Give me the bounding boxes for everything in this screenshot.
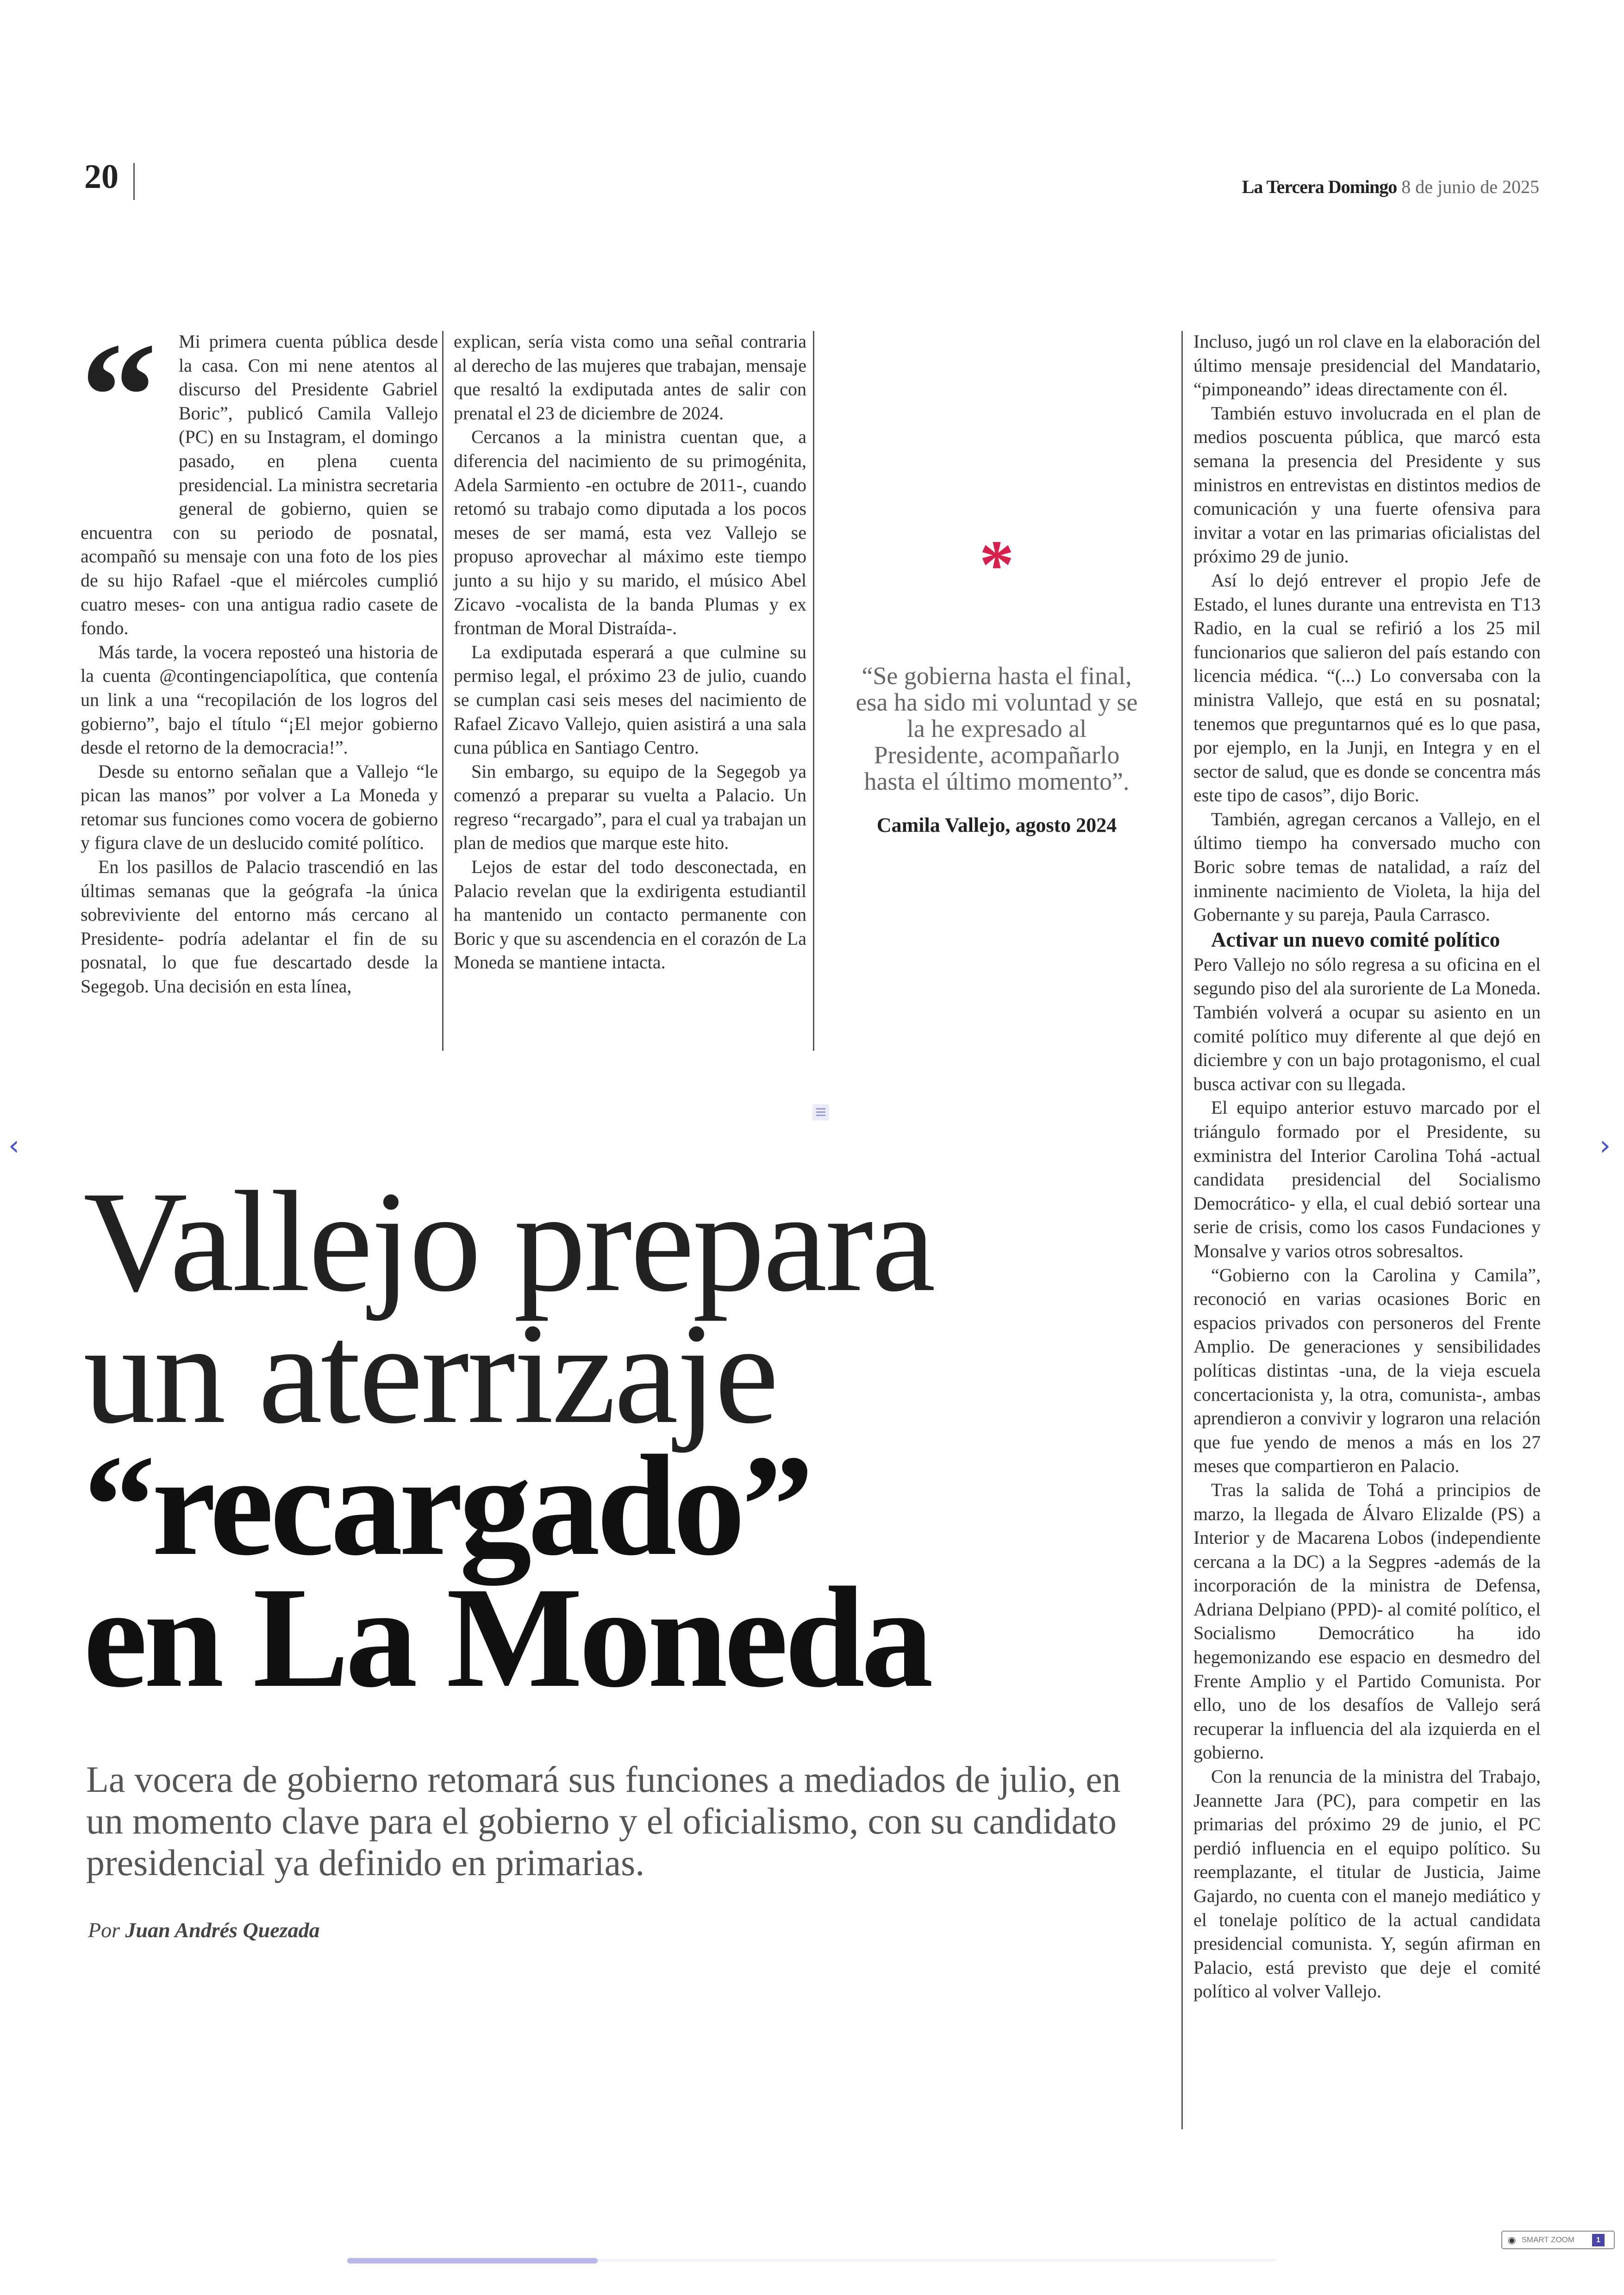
column-rule bbox=[813, 331, 814, 1051]
article-column-3 bbox=[1193, 330, 1541, 2003]
pull-quote-text: “Se gobierna hasta el final, esa ha sido mi voluntad y se la he expresado al Presidente, acompañarlo hasta el último momento”. bbox=[856, 662, 1138, 795]
paragraph: Tras la salida de Tohá a principios de marzo, la llegada de Álvaro Elizalde (PS) a Interior y de Macarena Lobos (independiente cercana a la DC) a la Segpres -además de la incorporación de la ministra de Defensa, Adriana Delpiano (PPD)- al comité político, el Socialismo Democrático ha ido hegemonizando ese espacio en desmedro del Frente Amplio y el Partido Comunista. Por ello, uno de los desafíos de Vallejo será recuperar la influencia del ala izquierda en el gobierno. bbox=[1193, 1479, 1541, 1763]
paragraph: Sin embargo, su equipo de la Segegob ya comenzó a preparar su vuelta a Palacio. Un regreso “recargado”, para el cual ya trabajan un plan de medios que marque este hito. bbox=[454, 761, 806, 854]
paragraph: Así lo dejó entrever el propio Jefe de Estado, el lunes durante una entrevista en T13 Radio, en la cual se refirió a los 25 mil funcionarios que salieron del país estando con licencia médica. “(...) Lo conversaba con la ministra Vallejo, que está en su posnatal; tenemos que preguntarnos qué es lo que pasa, por ejemplo, en la Junji, en Integra y en el sector de salud, que es donde se concentra más este tipo de casos”, dijo Boric. bbox=[1193, 569, 1541, 806]
paragraph: Mi primera cuenta pública desde la casa. Con mi nene atentos al discurso del Presidente Gabriel Boric”, publicó Camila Vallejo (PC) en su Instagram, el domingo pasado, en plena cuenta presidencial. La ministra secretaria general de gobierno, quien se encuentra con su periodo de posnatal, acompañó su mensaje con una foto de los pies de su hijo Rafael -que el miércoles cumplió cuatro meses- con una antigua radio casete de fondo. bbox=[81, 331, 438, 639]
publication-date: 8 de junio de 2025 bbox=[1401, 176, 1539, 197]
headline-line: “recargado” bbox=[83, 1426, 810, 1585]
paragraph: Pero Vallejo no sólo regresa a su oficina en el segundo piso del ala suroriente de La Moneda. También volverá a ocupar su asiento en un comité político muy diferente al que dejó en diciembre y con un bajo protagonismo, el cual busca activar con su llegada. bbox=[1193, 954, 1541, 1094]
headline-line: Vallejo prepara bbox=[83, 1162, 934, 1322]
pull-quote bbox=[850, 526, 1143, 837]
page-number-divider bbox=[133, 163, 135, 200]
headline bbox=[83, 1162, 934, 1717]
asterisk-icon: * bbox=[979, 526, 1014, 603]
reading-progress-fill[interactable] bbox=[347, 2258, 598, 2264]
open-quote-icon: “ bbox=[81, 312, 157, 480]
publication-name: La Tercera Domingo bbox=[1242, 176, 1397, 197]
smart-zoom-label: SMART ZOOM bbox=[1521, 2235, 1575, 2244]
masthead bbox=[1242, 176, 1539, 198]
column-rule bbox=[1181, 331, 1183, 2129]
article-column-2 bbox=[454, 330, 806, 974]
pull-quote-attribution: Camila Vallejo, agosto 2024 bbox=[876, 814, 1117, 836]
article-column-1 bbox=[81, 312, 438, 998]
paragraph: Más tarde, la vocera reposteó una historia de la cuenta @contingenciapolítica, que contenía un link a una “recopilación de los logros del gobierno”, bajo el título “¡El mejor gobierno desde el retorno de la democracia!”. bbox=[81, 641, 438, 758]
paragraph: Incluso, jugó un rol clave en la elaboración del último mensaje presidencial del Mandatario, “pimponeando” ideas directamente con él. bbox=[1193, 331, 1541, 400]
article-deck: La vocera de gobierno retomará sus funciones a mediados de julio, en un momento clave para el gobierno y el oficialismo, con su candidato presidencial ya definido en primarias. bbox=[86, 1759, 1121, 1883]
paragraph: En los pasillos de Palacio trascendió en las últimas semanas que la geógrafa -la única sobreviviente del entorno más cercano al Presidente- podría adelantar el fin de su posnatal, lo que fue descartado desde la Segegob. Una decisión en esta línea, bbox=[81, 856, 438, 997]
paragraph: explican, sería vista como una señal contraria al derecho de las mujeres que trabajan, mensaje que resaltó la exdiputada antes de salir con prenatal el 23 de diciembre de 2024. bbox=[454, 331, 806, 424]
section-subhead: Activar un nuevo comité político bbox=[1211, 928, 1500, 951]
eye-icon: ◉ bbox=[1508, 2235, 1516, 2245]
paragraph: Cercanos a la ministra cuentan que, a diferencia del nacimiento de su primogénita, Adela Sarmiento -en octubre de 2011-, cuando retomó su trabajo como diputada a los pocos meses de ser mamá, esta vez Vallejo se propuso aprovechar al máximo este tiempo junto a su hijo y su marido, el músico Abel Zicavo -vocalista de la banda Plumas y ex frontman de Moral Distraída-. bbox=[454, 426, 806, 639]
paragraph: También, agregan cercanos a Vallejo, en el último tiempo ha conversado mucho con Boric sobre temas de natalidad, a raíz del inminente nacimiento de Violeta, la hija del Gobernante y su pareja, Paula Carrasco. bbox=[1193, 808, 1541, 925]
paragraph: Desde su entorno señalan que a Vallejo “le pican las manos” por volver a La Moneda y retomar sus funciones como vocera de gobierno y figura clave de un deslucido comité político. bbox=[81, 761, 438, 854]
smart-zoom-count: 1 bbox=[1592, 2234, 1605, 2246]
chevron-right-icon[interactable]: › bbox=[1599, 1129, 1611, 1162]
chevron-left-icon[interactable]: ‹ bbox=[8, 1129, 19, 1162]
column-rule bbox=[442, 331, 443, 1051]
smart-zoom-button[interactable] bbox=[1501, 2231, 1615, 2249]
headline-line: en La Moneda bbox=[83, 1558, 930, 1717]
paragraph: Con la renuncia de la ministra del Trabajo, Jeannette Jara (PC), para competir en las primarias del próximo 29 de junio, el PC perdió influencia en el equipo político. Su reemplazante, el titular de Justicia, Jaime Gajardo, no cuenta con el manejo mediático y el tonelaje político de la actual candidata presidencial comunista. Y, según afirman en Palacio, está previsto que deje el comité político al volver Vallejo. bbox=[1193, 1766, 1541, 2002]
page-number: 20 bbox=[84, 158, 119, 196]
byline bbox=[88, 1918, 320, 1942]
paragraph: “Gobierno con la Carolina y Camila”, reconoció en varias ocasiones Boric en espacios privados con personeros del Frente Amplio. De generaciones y sensibilidades políticas distintas -una, de la vieja escuela concertacionista y, la otra, comunista-, ambas aprendieron a convivir y lograron una relación que fue yendo de menos a más en los 27 meses que compartieron en Palacio. bbox=[1193, 1264, 1541, 1477]
text-view-icon[interactable] bbox=[812, 1104, 829, 1121]
paragraph: La exdiputada esperará a que culmine su permiso legal, el próximo 23 de julio, cuando se cumplan casi seis meses del nacimiento de Rafael Zicavo Vallejo, quien asistirá a una sala cuna pública en Santiago Centro. bbox=[454, 641, 806, 758]
headline-line: un aterrizaje bbox=[83, 1294, 777, 1453]
paragraph: Lejos de estar del todo desconectada, en Palacio revelan que la exdirigenta estudiantil ha mantenido un contacto permanente con Boric y que su ascendencia en el corazón de La Moneda se mantiene intacta. bbox=[454, 856, 806, 973]
byline-author: Juan Andrés Quezada bbox=[125, 1918, 320, 1942]
byline-prefix: Por bbox=[88, 1918, 120, 1942]
paragraph: También estuvo involucrada en el plan de medios poscuenta pública, que marcó esta semana la presencia del Presidente y sus ministros en entrevistas en distintos medios de comunicación y una fuerte ofensiva para invitar a votar en las primarias oficialistas del próximo 29 de junio. bbox=[1193, 402, 1541, 567]
paragraph: El equipo anterior estuvo marcado por el triángulo formado por el Presidente, su exministra del Interior Carolina Tohá -actual candidata presidencial del Socialismo Democrático- y ella, el cual debió sortear una serie de crisis, como los casos Fundaciones y Monsalve y varios otros sobresaltos. bbox=[1193, 1097, 1541, 1261]
